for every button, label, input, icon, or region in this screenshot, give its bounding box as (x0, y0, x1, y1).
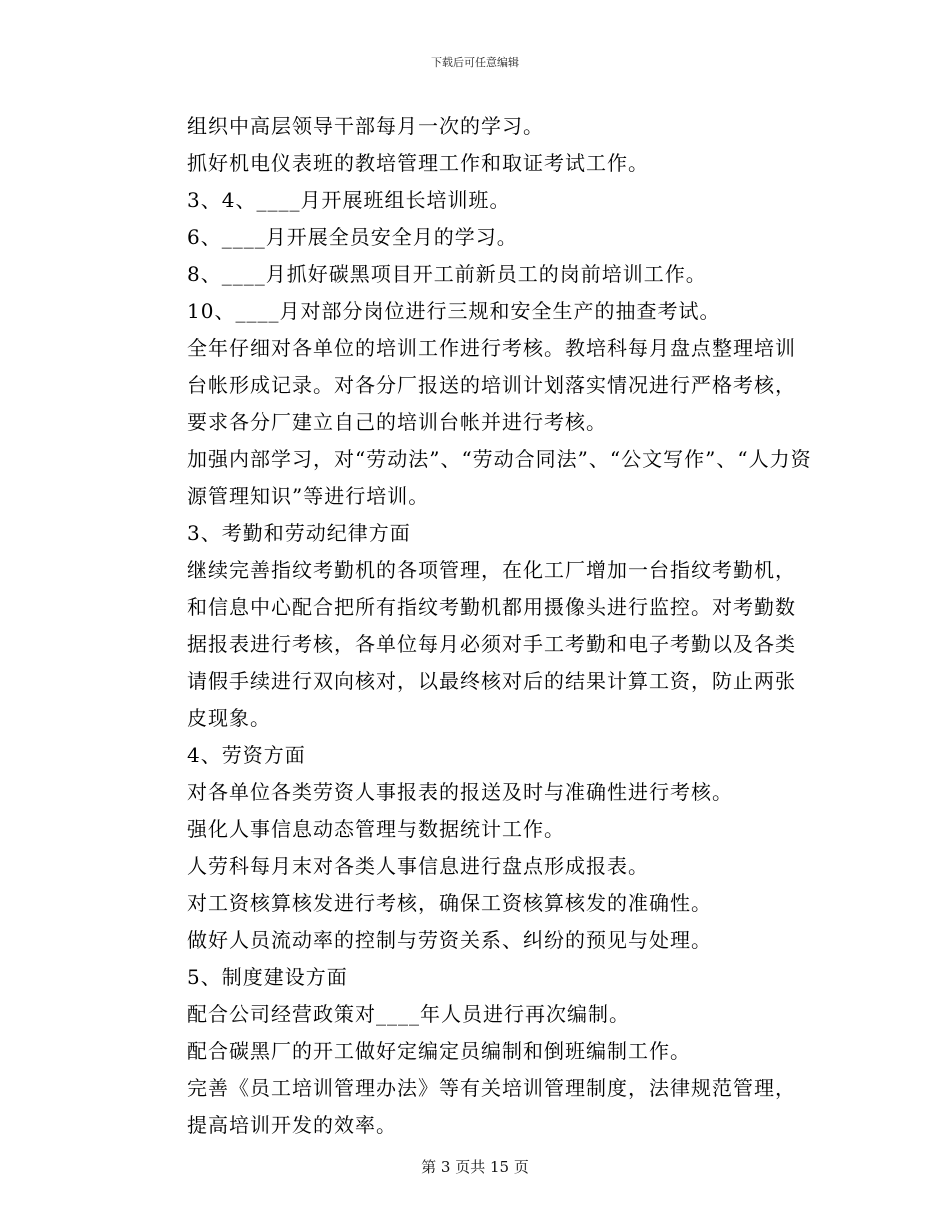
section-heading: 3、考勤和劳动纪律方面 (187, 521, 411, 545)
paragraph: 加强内部学习，对“劳动法”、“劳动合同法”、“公文写作”、“人力资源管理知识”等进行培训。 (187, 447, 812, 508)
section-heading: 4、劳资方面 (187, 743, 306, 767)
paragraph: 完善《员工培训管理办法》等有关培训管理制度，法律规范管理，提高培训开发的效率。 (187, 1076, 796, 1137)
paragraph: 3、4、____月开展班组长培训班。 (187, 188, 511, 212)
paragraph: 对各单位各类劳资人事报表的报送及时与准确性进行考核。 (187, 780, 733, 804)
paragraph: 做好人员流动率的控制与劳资关系、纠纷的预见与处理。 (187, 928, 712, 952)
paragraph: 人劳科每月末对各类人事信息进行盘点形成报表。 (187, 854, 649, 878)
paragraph: 对工资核算核发进行考核，确保工资核算核发的准确性。 (187, 891, 712, 915)
page-footer: 第 3 页共 15 页 (421, 1158, 529, 1176)
paragraph: 配合碳黑厂的开工做好定编定员编制和倒班编制工作。 (187, 1039, 691, 1063)
page-header: 下载后可任意编辑 (431, 56, 519, 69)
paragraph: 强化人事信息动态管理与数据统计工作。 (187, 817, 565, 841)
document-body (143, 108, 813, 1144)
paragraph: 8、____月抓好碳黑项目开工前新员工的岗前培训工作。 (187, 262, 707, 286)
paragraph: 全年仔细对各单位的培训工作进行考核。教培科每月盘点整理培训台帐形成记录。对各分厂报送的培训计划落实情况进行严格考核，要求各分厂建立自己的培训台帐并进行考核。 (187, 336, 796, 434)
paragraph: 继续完善指纹考勤机的各项管理，在化工厂增加一台指纹考勤机，和信息中心配合把所有指纹考勤机都用摄像头进行监控。对考勤数据报表进行考核，各单位每月必须对手工考勤和电子考勤以及各类请假手续进行双向核对，以最终核对后的结果计算工资，防止两张皮现象。 (187, 558, 796, 730)
section-heading: 5、制度建设方面 (187, 965, 348, 989)
paragraph: 10、____月对部分岗位进行三规和安全生产的抽查考试。 (187, 299, 721, 323)
paragraph: 组织中高层领导干部每月一次的学习。 (187, 114, 544, 138)
paragraph: 6、____月开展全员安全月的学习。 (187, 225, 518, 249)
paragraph: 抓好机电仪表班的教培管理工作和取证考试工作。 (187, 151, 649, 175)
paragraph: 配合公司经营政策对____年人员进行再次编制。 (187, 1002, 630, 1026)
